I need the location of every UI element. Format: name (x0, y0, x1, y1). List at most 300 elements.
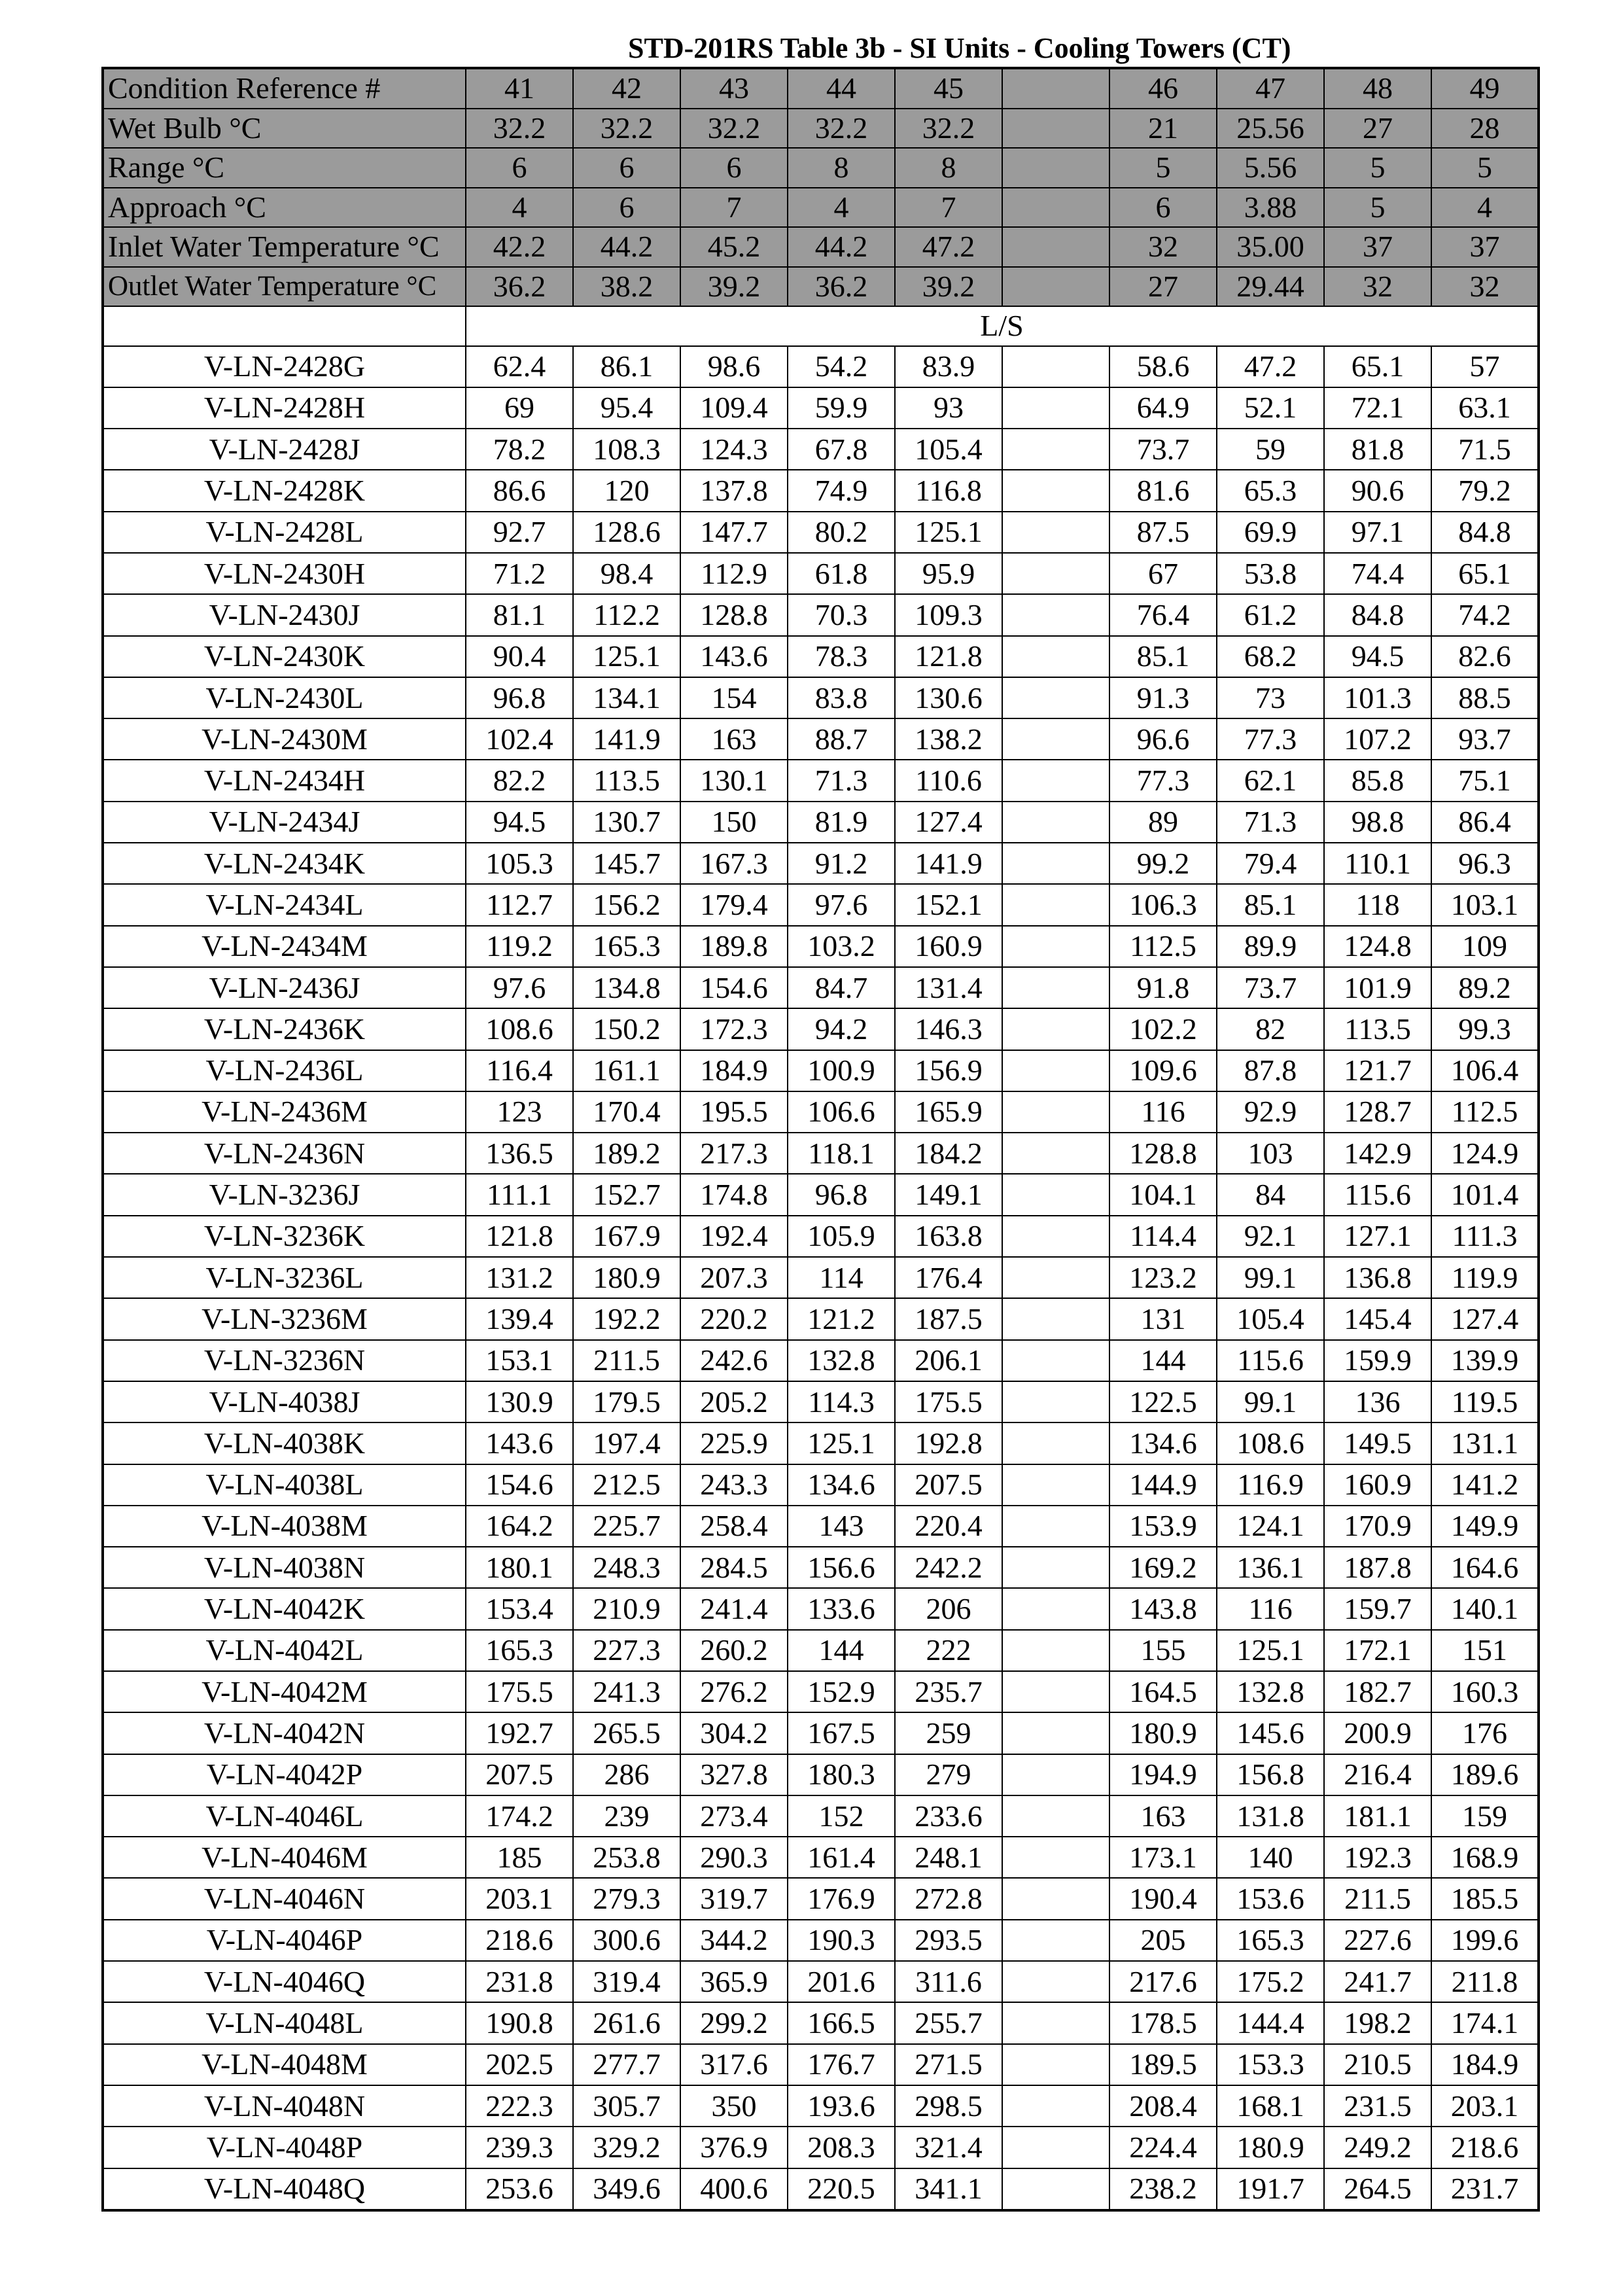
condition-value: 44 (788, 68, 895, 109)
gap-cell (1002, 470, 1109, 511)
flow-value: 71.2 (466, 553, 573, 594)
flow-value: 164.5 (1109, 1671, 1217, 1712)
flow-value: 130.1 (680, 760, 788, 801)
model-name: V-LN-2428K (103, 470, 466, 511)
gap-cell (1002, 1133, 1109, 1174)
table-row (103, 926, 1539, 967)
gap-cell (1002, 1216, 1109, 1257)
flow-value: 89 (1109, 802, 1217, 843)
flow-value: 123.2 (1109, 1257, 1217, 1298)
flow-value: 211.5 (1324, 1878, 1431, 1919)
flow-value: 168.9 (1431, 1837, 1539, 1878)
table-row (103, 884, 1539, 925)
condition-value: 41 (466, 68, 573, 109)
flow-value: 160.3 (1431, 1671, 1539, 1712)
flow-value: 212.5 (573, 1464, 680, 1506)
flow-value: 211.8 (1431, 1961, 1539, 2002)
table-row (103, 1795, 1539, 1837)
flow-value: 152 (788, 1795, 895, 1837)
flow-value: 182.7 (1324, 1671, 1431, 1712)
model-name: V-LN-2434H (103, 760, 466, 801)
flow-value: 93 (895, 387, 1002, 429)
table-row (103, 470, 1539, 511)
model-name: V-LN-4042L (103, 1630, 466, 1671)
condition-value: 32 (1324, 267, 1431, 307)
model-name: V-LN-2436K (103, 1008, 466, 1050)
flow-value: 192.3 (1324, 1837, 1431, 1878)
flow-value: 111.1 (466, 1174, 573, 1215)
flow-value: 133.6 (788, 1588, 895, 1629)
table-row (103, 1588, 1539, 1629)
flow-value: 174.2 (466, 1795, 573, 1837)
flow-value: 134.1 (573, 677, 680, 718)
flow-value: 176.7 (788, 2044, 895, 2085)
flow-value: 63.1 (1431, 387, 1539, 429)
table-row (103, 1961, 1539, 2002)
condition-value: 47 (1217, 68, 1324, 109)
flow-value: 131.4 (895, 967, 1002, 1008)
table-row (103, 1050, 1539, 1091)
model-name: V-LN-4046N (103, 1878, 466, 1919)
flow-value: 153.3 (1217, 2044, 1324, 2085)
flow-value: 102.4 (466, 718, 573, 760)
flow-value: 94.2 (788, 1008, 895, 1050)
flow-value: 319.4 (573, 1961, 680, 2002)
flow-value: 173.1 (1109, 1837, 1217, 1878)
flow-value: 327.8 (680, 1754, 788, 1795)
model-name: V-LN-4046L (103, 1795, 466, 1837)
condition-row (103, 227, 1539, 267)
flow-value: 131.1 (1431, 1422, 1539, 1464)
model-name: V-LN-2430K (103, 636, 466, 677)
flow-value: 167.9 (573, 1216, 680, 1257)
table-row (103, 760, 1539, 801)
flow-value: 79.4 (1217, 843, 1324, 884)
flow-value: 180.9 (1217, 2127, 1324, 2168)
table-row (103, 429, 1539, 470)
gap-cell (1002, 1920, 1109, 1961)
flow-value: 176.4 (895, 1257, 1002, 1298)
flow-value: 150.2 (573, 1008, 680, 1050)
flow-value: 272.8 (895, 1878, 1002, 1919)
flow-value: 73 (1217, 677, 1324, 718)
gap-cell (1002, 884, 1109, 925)
condition-value: 6 (1109, 188, 1217, 228)
flow-value: 299.2 (680, 2002, 788, 2043)
flow-value: 100.9 (788, 1050, 895, 1091)
flow-value: 231.5 (1324, 2085, 1431, 2127)
flow-value: 241.3 (573, 1671, 680, 1712)
table-row (103, 1381, 1539, 1422)
gap-cell (1002, 926, 1109, 967)
gap-cell (1002, 1961, 1109, 2002)
flow-value: 144.9 (1109, 1464, 1217, 1506)
condition-value: 44.2 (573, 227, 680, 267)
flow-value: 154.6 (466, 1464, 573, 1506)
condition-value: 6 (573, 188, 680, 228)
condition-value: 32.2 (466, 109, 573, 149)
flow-value: 85.1 (1109, 636, 1217, 677)
flow-value: 139.9 (1431, 1340, 1539, 1381)
flow-value: 140.1 (1431, 1588, 1539, 1629)
flow-value: 121.8 (895, 636, 1002, 677)
flow-value: 222.3 (466, 2085, 573, 2127)
flow-value: 329.2 (573, 2127, 680, 2168)
condition-value: 28 (1431, 109, 1539, 149)
flow-value: 300.6 (573, 1920, 680, 1961)
condition-value: 27 (1109, 267, 1217, 307)
condition-value: 47.2 (895, 227, 1002, 267)
flow-value: 160.9 (895, 926, 1002, 967)
flow-value: 75.1 (1431, 760, 1539, 801)
model-name: V-LN-4046M (103, 1837, 466, 1878)
table-row (103, 1257, 1539, 1298)
model-name: V-LN-3236J (103, 1174, 466, 1215)
flow-value: 53.8 (1217, 553, 1324, 594)
condition-value: 42.2 (466, 227, 573, 267)
flow-value: 141.2 (1431, 1464, 1539, 1506)
flow-value: 92.1 (1217, 1216, 1324, 1257)
flow-value: 149.9 (1431, 1506, 1539, 1547)
table-row (103, 1422, 1539, 1464)
flow-value: 260.2 (680, 1630, 788, 1671)
gap-cell (1002, 2002, 1109, 2043)
flow-value: 225.9 (680, 1422, 788, 1464)
flow-value: 97.6 (788, 884, 895, 925)
gap-cell (1002, 1422, 1109, 1464)
condition-row (103, 267, 1539, 307)
flow-value: 258.4 (680, 1506, 788, 1547)
model-name: V-LN-4042N (103, 1712, 466, 1754)
model-name: V-LN-4038N (103, 1547, 466, 1588)
flow-value: 94.5 (1324, 636, 1431, 677)
flow-value: 78.3 (788, 636, 895, 677)
condition-value: 6 (680, 148, 788, 188)
flow-value: 163 (680, 718, 788, 760)
flow-value: 165.3 (1217, 1920, 1324, 1961)
gap-cell (1002, 2085, 1109, 2127)
flow-value: 163.8 (895, 1216, 1002, 1257)
flow-value: 140 (1217, 1837, 1324, 1878)
flow-value: 144 (788, 1630, 895, 1671)
flow-value: 207.5 (895, 1464, 1002, 1506)
flow-value: 106.4 (1431, 1050, 1539, 1091)
flow-value: 90.6 (1324, 470, 1431, 511)
flow-value: 167.5 (788, 1712, 895, 1754)
flow-value: 152.7 (573, 1174, 680, 1215)
flow-value: 185 (466, 1837, 573, 1878)
model-name: V-LN-2436M (103, 1091, 466, 1133)
condition-value: 45 (895, 68, 1002, 109)
flow-value: 141.9 (573, 718, 680, 760)
flow-value: 124.3 (680, 429, 788, 470)
condition-value: 5 (1324, 148, 1431, 188)
flow-value: 67 (1109, 553, 1217, 594)
gap-cell (1002, 553, 1109, 594)
table-row (103, 2044, 1539, 2085)
condition-value: 42 (573, 68, 680, 109)
flow-value: 185.5 (1431, 1878, 1539, 1919)
flow-value: 216.4 (1324, 1754, 1431, 1795)
flow-value: 71.3 (1217, 802, 1324, 843)
model-name: V-LN-4046P (103, 1920, 466, 1961)
flow-value: 144.4 (1217, 2002, 1324, 2043)
flow-value: 261.6 (573, 2002, 680, 2043)
flow-value: 205 (1109, 1920, 1217, 1961)
flow-value: 298.5 (895, 2085, 1002, 2127)
flow-value: 253.6 (466, 2168, 573, 2210)
flow-value: 210.5 (1324, 2044, 1431, 2085)
table-row (103, 1008, 1539, 1050)
condition-value: 44.2 (788, 227, 895, 267)
model-name: V-LN-4048Q (103, 2168, 466, 2210)
flow-value: 284.5 (680, 1547, 788, 1588)
flow-value: 146.3 (895, 1008, 1002, 1050)
gap-cell (1002, 387, 1109, 429)
flow-value: 279 (895, 1754, 1002, 1795)
gap-cell (1002, 68, 1109, 109)
gap-cell (1002, 1878, 1109, 1919)
table-row (103, 1133, 1539, 1174)
flow-value: 114 (788, 1257, 895, 1298)
gap-cell (1002, 1588, 1109, 1629)
flow-value: 103.2 (788, 926, 895, 967)
gap-cell (1002, 802, 1109, 843)
flow-value: 116 (1109, 1091, 1217, 1133)
condition-value: 8 (788, 148, 895, 188)
flow-value: 83.9 (895, 346, 1002, 387)
flow-value: 170.4 (573, 1091, 680, 1133)
flow-value: 255.7 (895, 2002, 1002, 2043)
flow-value: 153.6 (1217, 1878, 1324, 1919)
flow-value: 74.9 (788, 470, 895, 511)
flow-value: 106.3 (1109, 884, 1217, 925)
flow-value: 116.4 (466, 1050, 573, 1091)
flow-value: 192.4 (680, 1216, 788, 1257)
table-row (103, 1837, 1539, 1878)
model-name: V-LN-2436L (103, 1050, 466, 1091)
gap-cell (1002, 760, 1109, 801)
flow-value: 180.9 (1109, 1712, 1217, 1754)
units-blank-cell (103, 306, 466, 346)
flow-value: 114.3 (788, 1381, 895, 1422)
flow-value: 119.9 (1431, 1257, 1539, 1298)
flow-value: 103.1 (1431, 884, 1539, 925)
flow-value: 349.6 (573, 2168, 680, 2210)
flow-value: 184.9 (1431, 2044, 1539, 2085)
table-row (103, 594, 1539, 635)
flow-value: 68.2 (1217, 636, 1324, 677)
table-row (103, 1920, 1539, 1961)
model-name: V-LN-4038J (103, 1381, 466, 1422)
flow-value: 161.4 (788, 1837, 895, 1878)
flow-value: 109 (1431, 926, 1539, 967)
flow-value: 96.8 (788, 1174, 895, 1215)
flow-value: 54.2 (788, 346, 895, 387)
gap-cell (1002, 1340, 1109, 1381)
flow-value: 164.6 (1431, 1547, 1539, 1588)
flow-value: 304.2 (680, 1712, 788, 1754)
model-name: V-LN-4042K (103, 1588, 466, 1629)
flow-value: 273.4 (680, 1795, 788, 1837)
condition-value: 29.44 (1217, 267, 1324, 307)
flow-value: 134.8 (573, 967, 680, 1008)
condition-value: 3.88 (1217, 188, 1324, 228)
flow-value: 290.3 (680, 1837, 788, 1878)
flow-value: 190.3 (788, 1920, 895, 1961)
gap-cell (1002, 346, 1109, 387)
flow-value: 89.9 (1217, 926, 1324, 967)
flow-value: 98.8 (1324, 802, 1431, 843)
model-name: V-LN-2430L (103, 677, 466, 718)
model-name: V-LN-2436N (103, 1133, 466, 1174)
condition-value: 36.2 (466, 267, 573, 307)
condition-value: 46 (1109, 68, 1217, 109)
flow-value: 97.6 (466, 967, 573, 1008)
flow-value: 67.8 (788, 429, 895, 470)
flow-value: 91.3 (1109, 677, 1217, 718)
condition-value: 32.2 (680, 109, 788, 149)
condition-label: Range °C (103, 148, 466, 188)
flow-value: 81.9 (788, 802, 895, 843)
flow-value: 259 (895, 1712, 1002, 1754)
flow-value: 91.2 (788, 843, 895, 884)
condition-value: 43 (680, 68, 788, 109)
flow-value: 59 (1217, 429, 1324, 470)
flow-value: 265.5 (573, 1712, 680, 1754)
flow-value: 99.1 (1217, 1381, 1324, 1422)
table-row (103, 387, 1539, 429)
flow-value: 208.4 (1109, 2085, 1217, 2127)
flow-value: 101.3 (1324, 677, 1431, 718)
model-name: V-LN-2428G (103, 346, 466, 387)
gap-cell (1002, 1091, 1109, 1133)
flow-value: 180.3 (788, 1754, 895, 1795)
flow-value: 286 (573, 1754, 680, 1795)
condition-value: 21 (1109, 109, 1217, 149)
condition-value: 35.00 (1217, 227, 1324, 267)
flow-value: 121.7 (1324, 1050, 1431, 1091)
flow-value: 197.4 (573, 1422, 680, 1464)
model-name: V-LN-4048P (103, 2127, 466, 2168)
flow-value: 242.2 (895, 1547, 1002, 1588)
flow-value: 138.2 (895, 718, 1002, 760)
gap-cell (1002, 967, 1109, 1008)
table-row (103, 512, 1539, 553)
model-name: V-LN-2434L (103, 884, 466, 925)
flow-value: 118 (1324, 884, 1431, 925)
flow-value: 248.1 (895, 1837, 1002, 1878)
table-row (103, 2002, 1539, 2043)
flow-value: 145.7 (573, 843, 680, 884)
flow-value: 121.8 (466, 1216, 573, 1257)
condition-value: 49 (1431, 68, 1539, 109)
gap-cell (1002, 2127, 1109, 2168)
flow-value: 241.7 (1324, 1961, 1431, 2002)
gap-cell (1002, 512, 1109, 553)
condition-value: 48 (1324, 68, 1431, 109)
flow-value: 122.5 (1109, 1381, 1217, 1422)
gap-cell (1002, 636, 1109, 677)
flow-value: 149.5 (1324, 1422, 1431, 1464)
flow-value: 128.6 (573, 512, 680, 553)
flow-value: 110.6 (895, 760, 1002, 801)
gap-cell (1002, 1174, 1109, 1215)
flow-value: 89.2 (1431, 967, 1539, 1008)
flow-value: 192.2 (573, 1298, 680, 1339)
flow-value: 65.1 (1324, 346, 1431, 387)
flow-value: 150 (680, 802, 788, 843)
condition-value: 5 (1324, 188, 1431, 228)
flow-value: 80.2 (788, 512, 895, 553)
gap-cell (1002, 677, 1109, 718)
flow-value: 136.1 (1217, 1547, 1324, 1588)
flow-value: 102.2 (1109, 1008, 1217, 1050)
flow-value: 199.6 (1431, 1920, 1539, 1961)
flow-value: 115.6 (1217, 1340, 1324, 1381)
flow-value: 118.1 (788, 1133, 895, 1174)
flow-value: 130.7 (573, 802, 680, 843)
table-row (103, 1298, 1539, 1339)
condition-value: 7 (895, 188, 1002, 228)
flow-value: 222 (895, 1630, 1002, 1671)
flow-value: 192.7 (466, 1712, 573, 1754)
model-name: V-LN-2430M (103, 718, 466, 760)
condition-value: 45.2 (680, 227, 788, 267)
flow-value: 311.6 (895, 1961, 1002, 2002)
flow-value: 115.6 (1324, 1174, 1431, 1215)
flow-value: 156.6 (788, 1547, 895, 1588)
flow-value: 208.3 (788, 2127, 895, 2168)
model-name: V-LN-2428J (103, 429, 466, 470)
flow-value: 125.1 (1217, 1630, 1324, 1671)
model-name: V-LN-4042M (103, 1671, 466, 1712)
flow-value: 81.8 (1324, 429, 1431, 470)
flow-value: 165.3 (466, 1630, 573, 1671)
condition-value: 7 (680, 188, 788, 228)
flow-value: 207.3 (680, 1257, 788, 1298)
flow-value: 227.3 (573, 1630, 680, 1671)
flow-value: 235.7 (895, 1671, 1002, 1712)
flow-value: 132.8 (788, 1340, 895, 1381)
gap-cell (1002, 1671, 1109, 1712)
flow-value: 220.4 (895, 1506, 1002, 1547)
table-row (103, 1174, 1539, 1215)
flow-value: 106.6 (788, 1091, 895, 1133)
flow-value: 96.3 (1431, 843, 1539, 884)
flow-value: 125.1 (788, 1422, 895, 1464)
flow-value: 98.4 (573, 553, 680, 594)
flow-value: 154 (680, 677, 788, 718)
flow-value: 218.6 (1431, 2127, 1539, 2168)
flow-value: 98.6 (680, 346, 788, 387)
flow-value: 86.6 (466, 470, 573, 511)
flow-value: 113.5 (1324, 1008, 1431, 1050)
flow-value: 52.1 (1217, 387, 1324, 429)
flow-value: 153.4 (466, 1588, 573, 1629)
flow-value: 88.7 (788, 718, 895, 760)
flow-value: 73.7 (1217, 967, 1324, 1008)
flow-value: 227.6 (1324, 1920, 1431, 1961)
flow-value: 174.1 (1431, 2002, 1539, 2043)
condition-row (103, 68, 1539, 109)
flow-value: 198.2 (1324, 2002, 1431, 2043)
flow-value: 97.1 (1324, 512, 1431, 553)
flow-value: 350 (680, 2085, 788, 2127)
model-name: V-LN-4042P (103, 1754, 466, 1795)
flow-value: 72.1 (1324, 387, 1431, 429)
flow-value: 119.5 (1431, 1381, 1539, 1422)
